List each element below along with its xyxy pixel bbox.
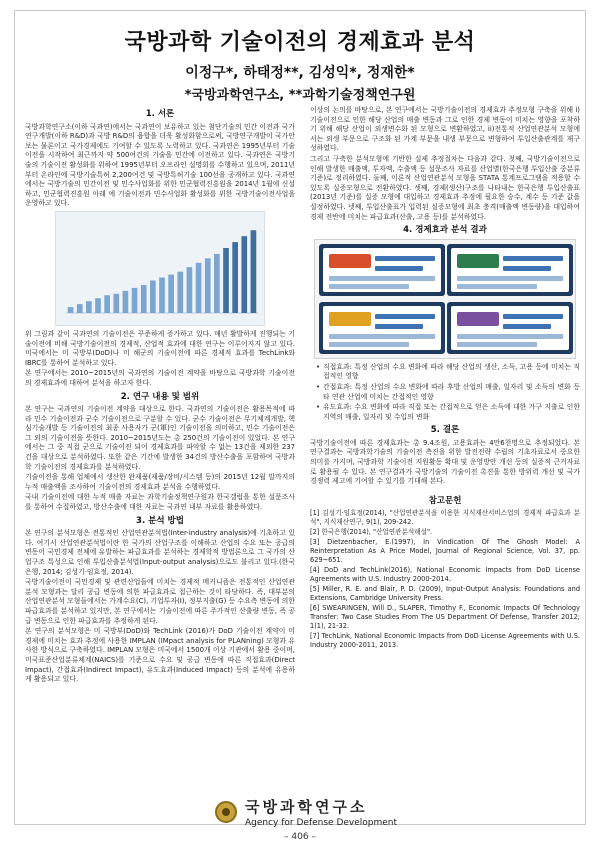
right-intro-paragraph-1: 이상의 논의를 바탕으로, 본 연구에서는 국방기술이전의 경제효과 추정모형 구축을 위해 i)기술이전으로 인한 해당 산업의 매출 변동과 그로 인한 경제 변동이 미치는 영향을 포착하기 위해 해당 산업이 외생변수화 된 모형으로 변환하였고, ii)전통적 산업연관분석 모형에서는 외생 부문으로 구조화 된 가계 부문을 내생 부문으로 변형하여 투입산출관계를 재구성하였다. xyxy=(310,106,580,153)
intro-paragraph-1: 국방과학연구소(이하 국과연)에서는 국과연이 보유하고 있는 첨단기술의 민간 이전과 국가 연구개발(이하 R&D)과 국방 R&D의 융합을 더욱 활성화함으로써, 국방연구개발이 국가안보는 물론이고 국가경제에도 기여할 수 있도록 노력하고 있다. 국과연은 1995년부터 기술이전을 시작하여 최근까지 약 500여건의 기술을 민간에 이전하고 있다. 국과연은 국방기술의 기술이전 활성화를 위하여 1995년부터 오프라인 설명회를 수행하고 있으며, 2011년부터 온라인에 국방기술특허 2,200여건 및 국방특허기술 100선을 공개하고 있다. 국과연에서는 국방기술의 민간이전 및 민수사업화를 위한 민군협력진흥원을 2014년 1월에 신설하고, 민군협력진흥원 아래 에 기술이전과 민수사업화 활성화를 위한 국방기술이전사업을 운영하고 있다. xyxy=(25,122,295,208)
reference-item: [2] 한국은행(2014), "산업연관분석해설". xyxy=(310,528,433,537)
chart-bar xyxy=(150,280,156,313)
add-logo xyxy=(215,796,397,828)
intro-paragraph-3: 본 연구에서는 2010~2015년의 국과연의 기술이전 계약을 바탕으로 국방과학 기술이전의 경제효과에 대하여 분석을 하고자 한다. xyxy=(25,369,295,387)
chart-bar xyxy=(132,288,138,313)
chart-bar xyxy=(177,272,183,313)
chart-bar xyxy=(214,254,220,313)
conclusion-paragraph: 국방기술이전에 따른 경제효과는 총 9.4조원, 고용효과는 4만6천명으로 추정되었다. 본 연구결과는 국방과학기술의 기술이전 측진을 위한 발전전략 수립의 기초자료로서 중요한 의미를 가지며, 국방과학 기술이전 지원활동 확대 및 운영방안 개선 등의 실증적 근거자료로 활용될 수 있다. 본 연구결과가 국방기술의 기술이전 촉진을 통한 방위력 개선 및 국가경쟁력 제고에 기여할 수 있기를 기대해 본다. xyxy=(310,438,580,486)
chart-bar xyxy=(251,230,257,313)
right-column xyxy=(310,106,580,651)
chart-bar xyxy=(95,298,101,313)
method-paragraph-1: 본 연구의 분석모형은 전통적인 산업연관분석법(Inter-industry analysis)에 기초하고 있다. 여기서 산업연관분석법이란 한 국가의 산업구조를 이해하고 산업의 수요 또는 공급의 변동이 국민경제 전체에 유발하는 파급효과를 분석하는 경제학적 방법론으로 그 국가의 산업구조 특성으로 인해 투입산출분석법(Input-output analysis)으로도 불리고 있다.(한국은행, 2014; 김성기·임효정, 2014). xyxy=(25,529,295,576)
right-intro-paragraph-2: 그리고 구축한 분석모형에 기반한 실제 추정절차는 다음과 같다. 첫째, 국방기술이전으로 인해 발생한 매출액, 투자액, 수출액 등 설문조사 자료를 산업별(한국은행 투입산출 중분류 기준)로 정리하였다. 둘째, 이론적 산업연관분석 모형을 STATA 통계프로그램을 적용할 수 있도록 실증모형으로 전환하였다. 셋째, 경제(생산)구조를 나타내는 한국은행 투입산출표(2013년 기준)를 실증 모형에 대입하고 경제효과 추정에 필요한 승수, 계수 등 기준 값을 설정하였다. 넷째, 투입산출표가 입력된 실증모형에 최초 충격(매출액 변동량)을 대입하여 경제 전반에 미치는 파급효과(산출, 고용 등)를 분석하였다. xyxy=(310,154,580,221)
reference-item: [4] DoD and TechLink(2016), National Economic Impacts from DoD License Agreements with U.S. Industry 2000-2014. xyxy=(310,566,580,584)
section-title-method: 3. 분석 방법 xyxy=(136,515,184,526)
section-title-results: 4. 경제효과 분석 결과 xyxy=(403,225,487,236)
bar-chart-svg xyxy=(56,212,266,327)
section-title-conclusion: 5. 결론 xyxy=(430,425,460,436)
reference-item: [7] TechLink, National Economic Impacts from DoD License Agreements with U.S. Industry 2000-2011, 2013. xyxy=(310,632,580,650)
scope-paragraph-1: 본 연구는 국과연의 기술이전 계약을 대상으로 한다. 국과연의 기술이전은 활용목적에 따라 민수 기술이전과 군수 기술이전으로 구분할 수 있다. 군수 기술이전은 무기체계개발, 핵심기술개발 등 기술이전의 최종 사용자가 군(軍)인 기술이전을 의미하고, 민수 기술이전은 그 외의 기술이전을 뜻한다. 2010~2015년도는 총 250건의 기술이전이 있었다. 본 연구에서는 그 중 직접 군으로 기술이전 되어 경제효과를 파악할 수 없는 13건을 제외한 237건을 대상으로 분석하였다. 또한 같은 기간에 발생한 34건의 방산수출을 포함하여 국방과학 기술이전의 경제효과를 분석하였다. xyxy=(25,405,295,471)
effect-panel-4 xyxy=(447,302,573,354)
reference-item: [1] 김성기·임효정(2014), "산업연관분석을 이용한 지식재산서비스업의 경제적 파급효과 분석", 지식재산연구, 9(1), 209-242. xyxy=(310,509,580,527)
chart-bar xyxy=(205,258,211,313)
author-list: 이정구*, 하태정**, 김성익*, 정재한* xyxy=(185,65,415,81)
chart-bar xyxy=(68,307,74,313)
chart-bar xyxy=(141,285,147,313)
section-title-scope: 2. 연구 내용 및 범위 xyxy=(120,391,200,402)
reference-item: [6] SWEARINGEN, Will D., SLAPER, Timothy F., Economic Impacts Of Technology Transfer: Two Case Studies From The US Department Of Defense, Transfer 2012; 1(1), 21-32. xyxy=(310,604,580,631)
chart-bar xyxy=(159,277,165,312)
method-paragraph-2: 국방기술이전이 국민경제 및 관련산업들에 미치는 경제적 메커니즘은 전통적인 산업연관분석 모형과는 달리 공급 변동에 의한 파급효과로 접근하는 것이 타당하다. 즉, 대부분의 산업연관분석 모형들에서는 가계수요(C), 기업투자(I), 정부지출(G) 등 수요측 변동에 의한 파급효과를 분석하고 있지만, 본 연구에서는 기술이전에 따른 주가적인 산출량 변동, 즉 공급 변동으로 인한 파급효과를 추정하게 된다. xyxy=(25,578,295,625)
references-title: 참고문헌 xyxy=(428,495,462,506)
chart-bar xyxy=(232,242,238,313)
left-column xyxy=(25,106,295,686)
chart-bar xyxy=(241,236,247,313)
intro-paragraph-2: 위 그림과 같이 국과연의 기술이전은 꾸준하게 증가하고 있다. 매년 활발하게 진행되는 기술이전에 비해 국방기술이전의 경제적, 산업적 효과에 대한 연구는 이루어지지 않고 있다. 미국에서는 미 국방부(DoD)나 미 해군의 기술이전에 따른 경제적 효과를 TechLink와 IBRC를 통하여 분석하고 있다. xyxy=(25,329,295,367)
logo-english-name: Agency for Defense Development xyxy=(245,818,398,828)
add-emblem-icon xyxy=(215,801,237,823)
poster-header xyxy=(15,15,585,103)
chart-bar xyxy=(196,263,202,313)
chart-bar xyxy=(113,294,119,313)
tech-transfer-chart xyxy=(55,211,265,326)
page-number: – 406 – xyxy=(284,832,316,842)
chart-bar xyxy=(86,301,92,313)
logo-korean-name: 국방과학연구소 xyxy=(245,798,368,816)
reference-item: [5] Miller, R. E. and Blair, P. D. (2009), Input-Output Analysis: Foundations and Extensions, Cambridge University Press. xyxy=(310,585,580,603)
effect-panel-3 xyxy=(319,302,445,354)
chart-bar xyxy=(123,291,129,313)
section-title-intro: 1. 서론 xyxy=(145,109,175,119)
chart-bar xyxy=(187,267,193,313)
effect-panel-1 xyxy=(319,244,445,296)
chart-bar xyxy=(168,275,174,313)
scope-paragraph-3: 국내 기술이전에 대한 누적 매출 자료는 과학기술정책연구원과 한국갤럽을 통한 설문조사를 통하여 수집하였고, 방산수출에 대한 자료는 국과연 내부 자료를 활용하였다. xyxy=(25,493,295,512)
effect-definition-induced: • 유도효과: 수요 변화에 따라 직접 또는 간접적으로 얻은 소득에 대한 가구 지출로 인한 지역의 매출, 일자리 및 수입의 변화 xyxy=(316,403,580,422)
chart-bar xyxy=(77,304,83,313)
effect-definition-indirect: • 간접효과: 특정 산업의 수요 변화에 따라 후방 산업의 매출, 일자리 및 소득의 변화 등 타 연관 산업에 미치는 간접적인 영향 xyxy=(316,383,580,402)
poster-title: 국방과학 기술이전의 경제효과 분석 xyxy=(124,30,476,55)
scope-paragraph-2: 기술이전을 통해 업체에서 생산한 완제품(제품/장비/시스템 등)의 2015년 12월 말까지의 누적 매출액을 조사하여 기술이전의 경제효과 분석을 수행하였다. xyxy=(25,473,295,491)
effect-panel-2 xyxy=(447,244,573,296)
reference-item: [3] Dietzenbacher, E.(1997), In Vindication Of The Ghosh Model: A Reinterpretation As A Price Model, Journal of Regional Science, Vol. 37, pp. 629~651. xyxy=(310,538,580,565)
chart-bar xyxy=(104,295,110,313)
poster-frame xyxy=(14,10,586,825)
chart-bar xyxy=(223,248,229,313)
method-paragraph-3: 본 연구의 분석모형은 미 국방부(DoD)와 TechLink (2016)가 DoD 기술이전 계약이 미 경제에 미치는 효과 추정에 사용한 IMPLAN (IMpact analysis for PLANning) 모형과 유사한 방식으로 구축하였다. IMPLAN 모형은 미국에서 1500개 이상 기관에서 활용 중이며, 미국표준산업분류체계(NAICS)를 기준으로 수요 및 공급 변동에 따른 직접효과(Direct Impact), 간접효과(Indirect Impact), 유도효과(Induced Impact) 등의 분석에 유용하게 활용되고 있다. xyxy=(25,627,295,684)
effect-definitions-list xyxy=(316,363,580,423)
economic-effect-figure xyxy=(314,239,576,359)
affiliation-list: *국방과학연구소, **과학기술정책연구원 xyxy=(184,88,416,103)
effect-definition-direct: • 직접효과: 특정 산업의 수요 변화에 따라 해당 산업의 생산, 소득, 고용 등에 미치는 직접적인 영향 xyxy=(316,363,580,382)
